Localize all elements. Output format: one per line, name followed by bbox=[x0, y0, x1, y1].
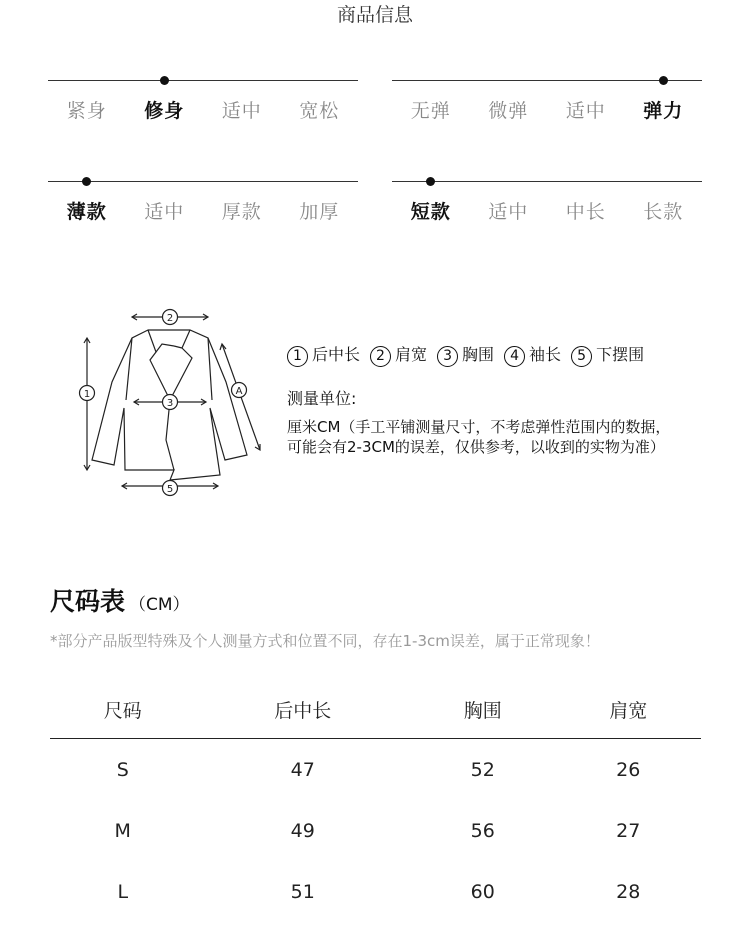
measurement-legend bbox=[287, 342, 644, 367]
scale-option: 长款 bbox=[643, 201, 684, 223]
table-cell: 28 bbox=[616, 880, 641, 903]
table-header-row bbox=[50, 680, 701, 739]
table-cell: 27 bbox=[616, 819, 641, 842]
table-cell: 52 bbox=[470, 758, 495, 781]
unit-title: 测量单位: bbox=[287, 389, 357, 408]
diagram-marker bbox=[232, 383, 247, 398]
thickness-scale bbox=[48, 181, 358, 241]
scale-line bbox=[392, 181, 702, 182]
diagram-marker bbox=[163, 310, 178, 325]
legend-item: 5 下摆围 bbox=[571, 342, 644, 367]
diagram-marker bbox=[80, 386, 95, 401]
scale-option: 厚款 bbox=[221, 201, 262, 223]
table-header: 胸围 bbox=[410, 680, 555, 739]
legend-item: 1 后中长 bbox=[287, 342, 360, 367]
diagram-marker bbox=[163, 395, 178, 410]
scale-option: 紧身 bbox=[66, 100, 107, 122]
table-cell: 56 bbox=[470, 819, 495, 842]
table-cell: M bbox=[114, 819, 131, 842]
jacket-measurement-diagram bbox=[70, 300, 280, 505]
table-cell: L bbox=[117, 880, 129, 903]
scale-option: 加厚 bbox=[299, 201, 340, 223]
scale-option: 中长 bbox=[565, 201, 606, 223]
table-cell: 51 bbox=[290, 880, 315, 903]
scale-option: 弹力 bbox=[643, 100, 684, 122]
table-cell: 47 bbox=[290, 758, 315, 781]
table-cell: 60 bbox=[470, 880, 495, 903]
fit-scale bbox=[48, 80, 358, 140]
svg-text:5: 5 bbox=[166, 484, 174, 495]
scale-option: 修身 bbox=[144, 100, 185, 122]
scale-indicator-dot bbox=[426, 177, 435, 186]
size-note: *部分产品版型特殊及个人测量方式和位置不同，存在1-3cm误差，属于正常现象！ bbox=[50, 632, 600, 650]
svg-text:2: 2 bbox=[166, 313, 174, 324]
legend-item: 2 肩宽 bbox=[370, 342, 427, 367]
table-row bbox=[50, 861, 701, 922]
scale-option: 薄款 bbox=[66, 201, 107, 223]
table-header: 后中长 bbox=[195, 680, 410, 739]
table-row bbox=[50, 739, 701, 801]
scale-option: 适中 bbox=[565, 100, 606, 122]
section-title: 商品信息 bbox=[336, 4, 413, 26]
table-cell: 26 bbox=[616, 758, 641, 781]
length-scale bbox=[392, 181, 702, 241]
scale-indicator-dot bbox=[659, 76, 668, 85]
scale-indicator-dot bbox=[82, 177, 91, 186]
unit-description: 厘米CM（手工平铺测量尺寸，不考虑弹性范围内的数据， 可能会有2-3CM的误差，仅供参考，以收到的实物为准） bbox=[287, 418, 671, 456]
table-row bbox=[50, 800, 701, 861]
table-header: 尺码 bbox=[50, 680, 195, 739]
table-cell: S bbox=[116, 758, 129, 781]
legend-item: 3 胸围 bbox=[437, 342, 494, 367]
scale-option: 适中 bbox=[144, 201, 185, 223]
svg-text:3: 3 bbox=[166, 398, 174, 409]
scale-option: 适中 bbox=[221, 100, 262, 122]
size-table-title: 尺码表 （CM） bbox=[50, 587, 190, 616]
scale-option: 短款 bbox=[410, 201, 451, 223]
table-cell: 49 bbox=[290, 819, 315, 842]
scale-option: 适中 bbox=[488, 201, 529, 223]
scale-indicator-dot bbox=[160, 76, 169, 85]
svg-text:1: 1 bbox=[83, 389, 91, 400]
scale-line bbox=[48, 80, 358, 81]
scale-option: 宽松 bbox=[299, 100, 340, 122]
size-table bbox=[50, 680, 701, 922]
scale-line bbox=[392, 80, 702, 81]
table-header: 肩宽 bbox=[555, 680, 701, 739]
scale-option: 无弹 bbox=[410, 100, 451, 122]
scale-option: 微弹 bbox=[488, 100, 529, 122]
diagram-marker bbox=[163, 481, 178, 496]
scale-line bbox=[48, 181, 358, 182]
svg-text:A: A bbox=[235, 386, 243, 397]
elasticity-scale bbox=[392, 80, 702, 140]
legend-item: 4 袖长 bbox=[504, 342, 561, 367]
